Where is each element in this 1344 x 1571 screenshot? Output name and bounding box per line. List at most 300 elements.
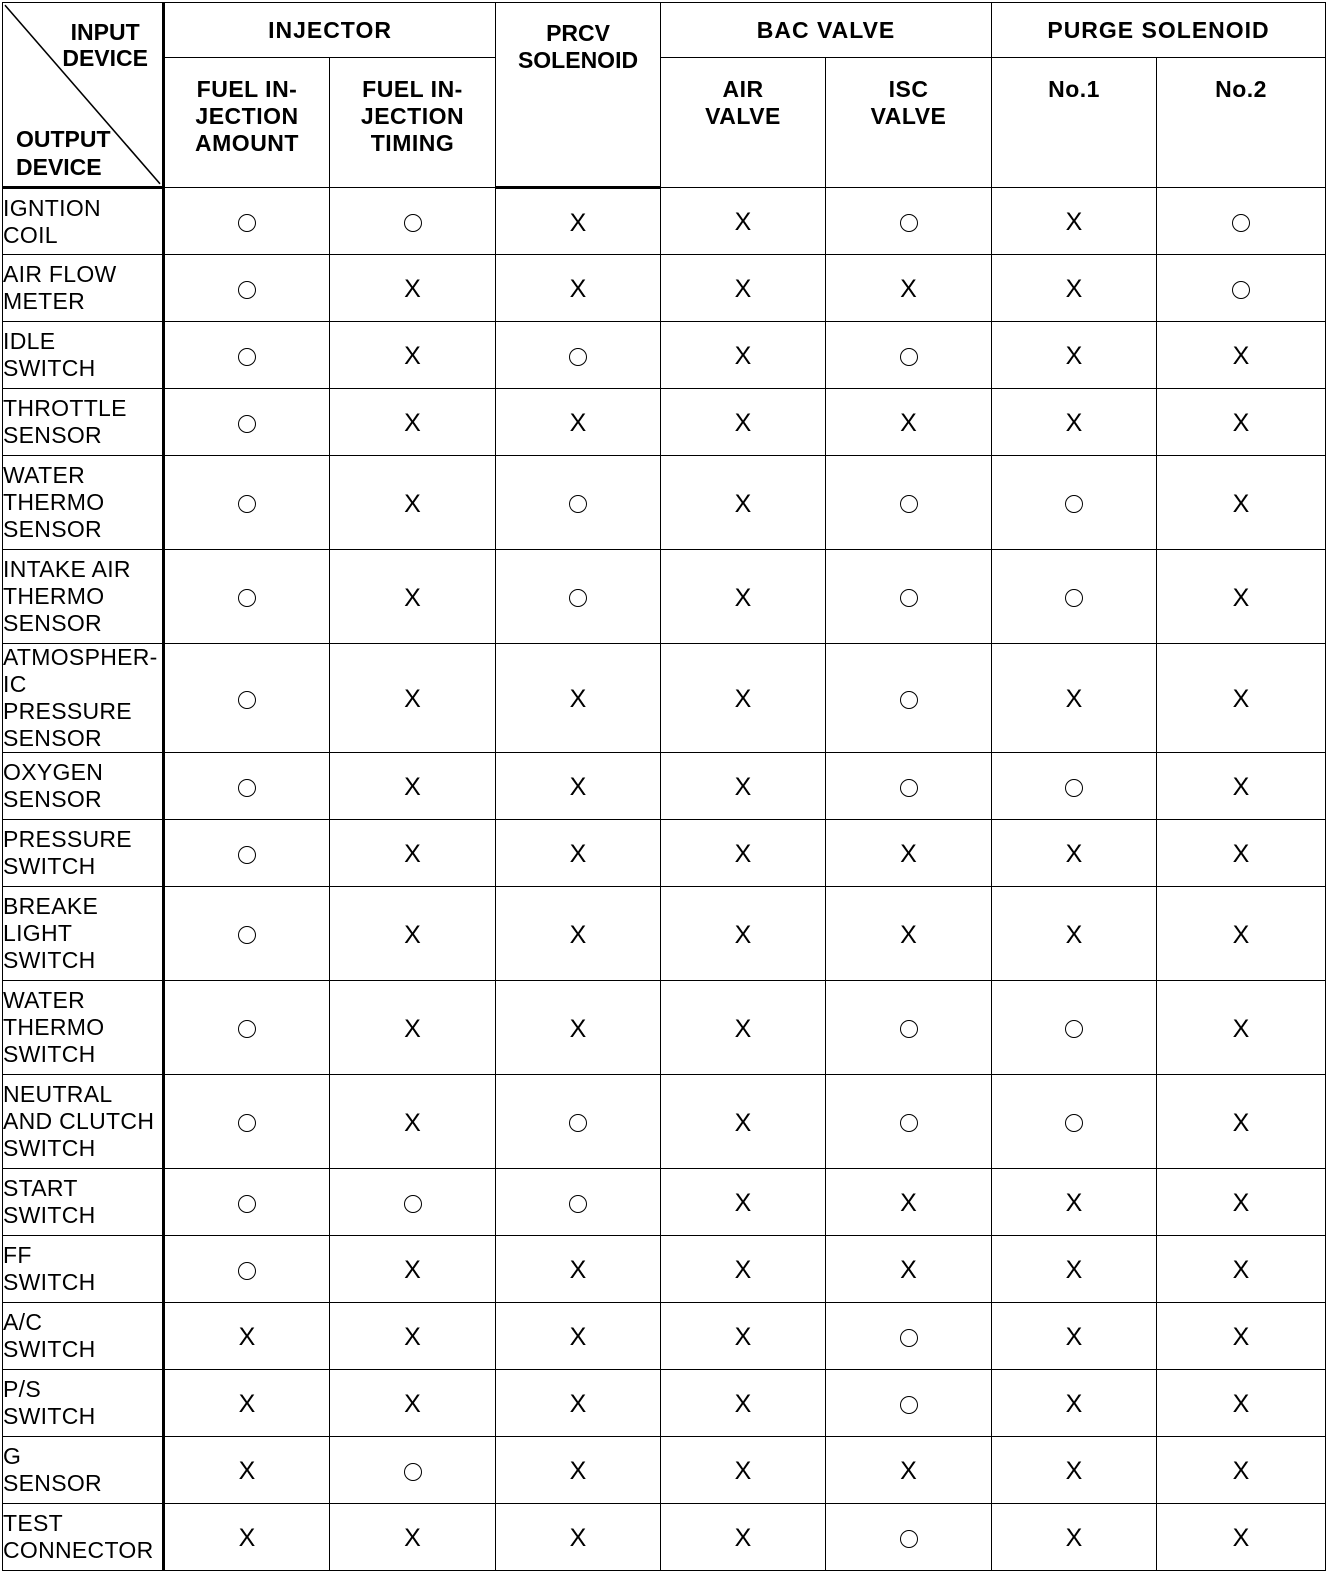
cell-fuel-injection-amount xyxy=(164,550,330,644)
circle-mark-icon xyxy=(900,1329,918,1347)
circle-mark-icon xyxy=(238,214,256,232)
cell-bac-isc-valve xyxy=(826,753,992,820)
x-mark: X xyxy=(404,342,421,371)
circle-mark-icon xyxy=(1065,1114,1083,1132)
x-mark: X xyxy=(1065,1457,1083,1486)
cell-bac-air-valve xyxy=(661,753,826,820)
circle-mark-icon xyxy=(900,1396,918,1414)
cell-fuel-injection-amount xyxy=(164,188,330,255)
cell-fuel-injection-timing xyxy=(330,456,496,550)
x-mark: X xyxy=(569,1390,587,1419)
cell-purge-no2 xyxy=(1157,1504,1326,1571)
x-mark: X xyxy=(404,1390,421,1419)
cell-bac-isc-valve xyxy=(826,255,992,322)
cell-fuel-injection-timing xyxy=(330,550,496,644)
cell-prcv-solenoid xyxy=(496,1504,661,1571)
cell-purge-no2 xyxy=(1157,1236,1326,1303)
cell-bac-isc-valve xyxy=(826,981,992,1075)
output-device-name: IGNTION COIL xyxy=(3,188,164,255)
circle-mark-icon xyxy=(238,348,256,366)
cell-prcv-solenoid xyxy=(496,1437,661,1504)
matrix-body xyxy=(3,188,1326,1571)
x-mark: X xyxy=(404,275,421,304)
circle-mark-icon xyxy=(238,281,256,299)
sub-purge-no1: No.1 xyxy=(992,58,1157,188)
table-row xyxy=(3,322,1326,389)
x-mark: X xyxy=(238,1390,256,1419)
table-row xyxy=(3,1236,1326,1303)
cell-purge-no1 xyxy=(992,753,1157,820)
cell-bac-air-valve xyxy=(661,1303,826,1370)
cell-fuel-injection-amount xyxy=(164,981,330,1075)
cell-purge-no2 xyxy=(1157,1437,1326,1504)
cell-prcv-solenoid xyxy=(496,644,661,753)
cell-fuel-injection-amount xyxy=(164,255,330,322)
cell-fuel-injection-timing xyxy=(330,389,496,456)
circle-mark-icon xyxy=(238,691,256,709)
cell-fuel-injection-amount xyxy=(164,753,330,820)
x-mark: X xyxy=(1232,1390,1250,1419)
cell-purge-no1 xyxy=(992,887,1157,981)
x-mark: X xyxy=(404,1323,421,1352)
cell-fuel-injection-timing xyxy=(330,981,496,1075)
x-mark: X xyxy=(569,1014,587,1043)
cell-bac-air-valve xyxy=(661,389,826,456)
cell-purge-no1 xyxy=(992,981,1157,1075)
x-mark: X xyxy=(1232,1108,1250,1137)
x-mark: X xyxy=(404,1014,421,1043)
cell-bac-air-valve xyxy=(661,644,826,753)
cell-fuel-injection-amount xyxy=(164,1169,330,1236)
circle-mark-icon xyxy=(238,495,256,513)
x-mark: X xyxy=(404,920,421,949)
x-mark: X xyxy=(900,1256,917,1285)
x-mark: X xyxy=(238,1457,256,1486)
cell-purge-no1 xyxy=(992,1236,1157,1303)
cell-bac-isc-valve xyxy=(826,1370,992,1437)
x-mark: X xyxy=(238,1323,256,1352)
circle-mark-icon xyxy=(569,1195,587,1213)
x-mark: X xyxy=(1232,1189,1250,1218)
cell-fuel-injection-timing xyxy=(330,644,496,753)
cell-fuel-injection-timing xyxy=(330,188,496,255)
cell-fuel-injection-amount xyxy=(164,1236,330,1303)
circle-mark-icon xyxy=(238,846,256,864)
cell-bac-air-valve xyxy=(661,1370,826,1437)
x-mark: X xyxy=(569,275,587,304)
cell-prcv-solenoid xyxy=(496,1303,661,1370)
table-row xyxy=(3,1437,1326,1504)
cell-prcv-solenoid xyxy=(496,188,661,255)
x-mark: X xyxy=(734,1323,752,1352)
circle-mark-icon xyxy=(569,495,587,513)
cell-purge-no2 xyxy=(1157,389,1326,456)
cell-bac-air-valve xyxy=(661,1504,826,1571)
x-mark: X xyxy=(1065,1256,1083,1285)
cell-prcv-solenoid xyxy=(496,322,661,389)
x-mark: X xyxy=(1065,685,1083,714)
cell-bac-air-valve xyxy=(661,550,826,644)
table-row xyxy=(3,456,1326,550)
x-mark: X xyxy=(900,1457,917,1486)
output-device-name: G SENSOR xyxy=(3,1437,164,1504)
cell-prcv-solenoid xyxy=(496,1370,661,1437)
cell-bac-air-valve xyxy=(661,322,826,389)
x-mark: X xyxy=(1232,840,1250,869)
cell-bac-isc-valve xyxy=(826,389,992,456)
table-row xyxy=(3,1169,1326,1236)
x-mark: X xyxy=(900,1189,917,1218)
x-mark: X xyxy=(734,583,752,612)
x-mark: X xyxy=(1232,1256,1250,1285)
cell-fuel-injection-timing xyxy=(330,1370,496,1437)
cell-purge-no2 xyxy=(1157,1075,1326,1169)
x-mark: X xyxy=(1232,920,1250,949)
cell-bac-air-valve xyxy=(661,1075,826,1169)
cell-fuel-injection-amount xyxy=(164,456,330,550)
x-mark: X xyxy=(1065,409,1083,438)
cell-fuel-injection-amount xyxy=(164,1504,330,1571)
x-mark: X xyxy=(404,1108,421,1137)
x-mark: X xyxy=(734,1390,752,1419)
output-device-name: P/S SWITCH xyxy=(3,1370,164,1437)
group-bac-valve: BAC VALVE xyxy=(661,3,992,58)
cell-bac-isc-valve xyxy=(826,1504,992,1571)
circle-mark-icon xyxy=(1232,281,1250,299)
cell-prcv-solenoid xyxy=(496,456,661,550)
x-mark: X xyxy=(404,840,421,869)
cell-bac-air-valve xyxy=(661,188,826,255)
cell-prcv-solenoid xyxy=(496,389,661,456)
cell-bac-isc-valve xyxy=(826,644,992,753)
cell-bac-isc-valve xyxy=(826,820,992,887)
circle-mark-icon xyxy=(238,589,256,607)
output-device-name: A/C SWITCH xyxy=(3,1303,164,1370)
cell-purge-no1 xyxy=(992,1437,1157,1504)
cell-purge-no1 xyxy=(992,389,1157,456)
circle-mark-icon xyxy=(404,1195,422,1213)
output-device-name: OXYGEN SENSOR xyxy=(3,753,164,820)
x-mark: X xyxy=(404,409,421,438)
output-device-name: IDLE SWITCH xyxy=(3,322,164,389)
table-row xyxy=(3,1370,1326,1437)
circle-mark-icon xyxy=(900,1114,918,1132)
cell-purge-no2 xyxy=(1157,887,1326,981)
cell-fuel-injection-timing xyxy=(330,820,496,887)
table-row xyxy=(3,389,1326,456)
x-mark: X xyxy=(900,840,917,869)
sub-air-valve: AIR VALVE xyxy=(661,58,826,188)
cell-purge-no1 xyxy=(992,255,1157,322)
x-mark: X xyxy=(569,773,587,802)
cell-purge-no2 xyxy=(1157,1169,1326,1236)
table-row xyxy=(3,1504,1326,1571)
cell-bac-air-valve xyxy=(661,1169,826,1236)
output-device-name: INTAKE AIR THERMO SENSOR xyxy=(3,550,164,644)
x-mark: X xyxy=(1232,1323,1250,1352)
cell-fuel-injection-timing xyxy=(330,1437,496,1504)
x-mark: X xyxy=(1232,342,1250,371)
cell-purge-no1 xyxy=(992,820,1157,887)
cell-purge-no1 xyxy=(992,1169,1157,1236)
output-device-name: BREAKE LIGHT SWITCH xyxy=(3,887,164,981)
cell-prcv-solenoid xyxy=(496,887,661,981)
x-mark: X xyxy=(900,275,917,304)
cell-bac-air-valve xyxy=(661,887,826,981)
cell-bac-isc-valve xyxy=(826,1169,992,1236)
x-mark: X xyxy=(1065,1189,1083,1218)
cell-purge-no1 xyxy=(992,1370,1157,1437)
cell-purge-no1 xyxy=(992,1504,1157,1571)
cell-bac-isc-valve xyxy=(826,1236,992,1303)
cell-prcv-solenoid xyxy=(496,1169,661,1236)
x-mark: X xyxy=(238,1524,256,1553)
input-device-label: INPUT DEVICE xyxy=(62,19,148,71)
cell-bac-isc-valve xyxy=(826,887,992,981)
cell-purge-no2 xyxy=(1157,188,1326,255)
table-row xyxy=(3,550,1326,644)
circle-mark-icon xyxy=(900,779,918,797)
cell-fuel-injection-amount xyxy=(164,820,330,887)
circle-mark-icon xyxy=(900,348,918,366)
cell-fuel-injection-timing xyxy=(330,1504,496,1571)
x-mark: X xyxy=(1065,275,1083,304)
x-mark: X xyxy=(569,1256,587,1285)
x-mark: X xyxy=(734,275,752,304)
cell-fuel-injection-timing xyxy=(330,255,496,322)
cell-prcv-solenoid xyxy=(496,820,661,887)
x-mark: X xyxy=(734,773,752,802)
cell-purge-no2 xyxy=(1157,550,1326,644)
table-row xyxy=(3,1303,1326,1370)
cell-bac-isc-valve xyxy=(826,456,992,550)
cell-prcv-solenoid xyxy=(496,1075,661,1169)
cell-bac-isc-valve xyxy=(826,322,992,389)
x-mark: X xyxy=(734,920,752,949)
x-mark: X xyxy=(734,489,752,518)
cell-purge-no1 xyxy=(992,456,1157,550)
cell-fuel-injection-timing xyxy=(330,1236,496,1303)
x-mark: X xyxy=(1065,1524,1083,1553)
x-mark: X xyxy=(734,1189,752,1218)
cell-purge-no1 xyxy=(992,550,1157,644)
cell-bac-air-valve xyxy=(661,456,826,550)
cell-bac-isc-valve xyxy=(826,1437,992,1504)
table-row xyxy=(3,820,1326,887)
cell-fuel-injection-timing xyxy=(330,1169,496,1236)
x-mark: X xyxy=(1232,409,1250,438)
circle-mark-icon xyxy=(1065,1020,1083,1038)
x-mark: X xyxy=(1065,1323,1083,1352)
cell-fuel-injection-timing xyxy=(330,322,496,389)
x-mark: X xyxy=(404,773,421,802)
cell-fuel-injection-amount xyxy=(164,1437,330,1504)
cell-purge-no2 xyxy=(1157,456,1326,550)
circle-mark-icon xyxy=(569,589,587,607)
x-mark: X xyxy=(569,1524,587,1553)
x-mark: X xyxy=(569,409,587,438)
circle-mark-icon xyxy=(1065,495,1083,513)
circle-mark-icon xyxy=(569,1114,587,1132)
cell-bac-isc-valve xyxy=(826,188,992,255)
cell-bac-air-valve xyxy=(661,1437,826,1504)
circle-mark-icon xyxy=(404,214,422,232)
output-device-name: WATER THERMO SWITCH xyxy=(3,981,164,1075)
x-mark: X xyxy=(734,1014,752,1043)
cell-fuel-injection-amount xyxy=(164,1303,330,1370)
x-mark: X xyxy=(734,208,752,237)
cell-bac-air-valve xyxy=(661,255,826,322)
circle-mark-icon xyxy=(238,415,256,433)
circle-mark-icon xyxy=(238,1262,256,1280)
cell-purge-no2 xyxy=(1157,1370,1326,1437)
output-device-name: TEST CONNECTOR xyxy=(3,1504,164,1571)
x-mark: X xyxy=(734,1457,752,1486)
x-mark: X xyxy=(569,1457,587,1486)
x-mark: X xyxy=(734,409,752,438)
cell-fuel-injection-amount xyxy=(164,887,330,981)
cell-fuel-injection-timing xyxy=(330,1303,496,1370)
table-row xyxy=(3,188,1326,255)
table-row xyxy=(3,255,1326,322)
cell-prcv-solenoid xyxy=(496,550,661,644)
output-device-name: NEUTRAL AND CLUTCH SWITCH xyxy=(3,1075,164,1169)
circle-mark-icon xyxy=(900,495,918,513)
x-mark: X xyxy=(1232,489,1250,518)
circle-mark-icon xyxy=(238,1020,256,1038)
x-mark: X xyxy=(404,1524,421,1553)
output-device-name: PRESSURE SWITCH xyxy=(3,820,164,887)
x-mark: X xyxy=(404,1256,421,1285)
circle-mark-icon xyxy=(900,691,918,709)
cell-purge-no2 xyxy=(1157,322,1326,389)
cell-purge-no2 xyxy=(1157,981,1326,1075)
x-mark: X xyxy=(900,920,917,949)
cell-bac-isc-valve xyxy=(826,1075,992,1169)
cell-fuel-injection-amount xyxy=(164,322,330,389)
cell-fuel-injection-amount xyxy=(164,389,330,456)
x-mark: X xyxy=(734,1524,752,1553)
x-mark: X xyxy=(1065,840,1083,869)
cell-fuel-injection-timing xyxy=(330,1075,496,1169)
table-row xyxy=(3,887,1326,981)
x-mark: X xyxy=(1232,1457,1250,1486)
circle-mark-icon xyxy=(1232,214,1250,232)
x-mark: X xyxy=(900,409,917,438)
x-mark: X xyxy=(1232,1014,1250,1043)
sub-purge-no2: No.2 xyxy=(1157,58,1326,188)
cell-purge-no2 xyxy=(1157,1303,1326,1370)
output-device-name: START SWITCH xyxy=(3,1169,164,1236)
cell-fuel-injection-amount xyxy=(164,1075,330,1169)
circle-mark-icon xyxy=(238,1195,256,1213)
cell-prcv-solenoid xyxy=(496,753,661,820)
cell-purge-no1 xyxy=(992,322,1157,389)
output-device-label: OUTPUT DEVICE xyxy=(16,126,111,180)
cell-purge-no2 xyxy=(1157,820,1326,887)
cell-prcv-solenoid xyxy=(496,981,661,1075)
cell-bac-isc-valve xyxy=(826,550,992,644)
corner-header xyxy=(3,3,164,188)
cell-fuel-injection-timing xyxy=(330,887,496,981)
cell-bac-air-valve xyxy=(661,981,826,1075)
x-mark: X xyxy=(734,342,752,371)
circle-mark-icon xyxy=(238,1114,256,1132)
x-mark: X xyxy=(569,840,587,869)
table-row xyxy=(3,644,1326,753)
cell-purge-no1 xyxy=(992,644,1157,753)
x-mark: X xyxy=(1232,685,1250,714)
circle-mark-icon xyxy=(238,926,256,944)
table-row xyxy=(3,753,1326,820)
x-mark: X xyxy=(1232,773,1250,802)
cell-bac-isc-valve xyxy=(826,1303,992,1370)
x-mark: X xyxy=(1065,1390,1083,1419)
x-mark: X xyxy=(404,685,421,714)
circle-mark-icon xyxy=(900,1530,918,1548)
cell-fuel-injection-amount xyxy=(164,644,330,753)
cell-purge-no2 xyxy=(1157,753,1326,820)
circle-mark-icon xyxy=(1065,589,1083,607)
circle-mark-icon xyxy=(404,1463,422,1481)
cell-bac-air-valve xyxy=(661,820,826,887)
output-device-name: AIR FLOW METER xyxy=(3,255,164,322)
group-prcv-solenoid: PRCV SOLENOID xyxy=(496,3,661,188)
output-device-name: FF SWITCH xyxy=(3,1236,164,1303)
cell-bac-air-valve xyxy=(661,1236,826,1303)
x-mark: X xyxy=(569,1323,587,1352)
x-mark: X xyxy=(404,583,421,612)
x-mark: X xyxy=(569,685,587,714)
input-output-matrix xyxy=(2,2,1326,1571)
circle-mark-icon xyxy=(569,348,587,366)
x-mark: X xyxy=(734,840,752,869)
cell-prcv-solenoid xyxy=(496,1236,661,1303)
x-mark: X xyxy=(734,685,752,714)
output-device-name: WATER THERMO SENSOR xyxy=(3,456,164,550)
group-injector: INJECTOR xyxy=(164,3,496,58)
circle-mark-icon xyxy=(900,1020,918,1038)
cell-fuel-injection-amount xyxy=(164,1370,330,1437)
circle-mark-icon xyxy=(900,214,918,232)
x-mark: X xyxy=(569,920,587,949)
output-device-name: ATMOSPHER- IC PRESSURE SENSOR xyxy=(3,644,164,753)
x-mark: X xyxy=(404,489,421,518)
table-row xyxy=(3,981,1326,1075)
x-mark: X xyxy=(734,1256,752,1285)
x-mark: X xyxy=(1232,1524,1250,1553)
x-mark: X xyxy=(1232,583,1250,612)
cell-purge-no1 xyxy=(992,1075,1157,1169)
x-mark: X xyxy=(1065,342,1083,371)
table-row xyxy=(3,1075,1326,1169)
cell-purge-no1 xyxy=(992,1303,1157,1370)
x-mark: X xyxy=(1065,920,1083,949)
x-mark: X xyxy=(569,208,587,237)
group-purge-solenoid: PURGE SOLENOID xyxy=(992,3,1326,58)
circle-mark-icon xyxy=(238,779,256,797)
cell-fuel-injection-timing xyxy=(330,753,496,820)
x-mark: X xyxy=(1065,208,1083,237)
cell-prcv-solenoid xyxy=(496,255,661,322)
x-mark: X xyxy=(734,1108,752,1137)
circle-mark-icon xyxy=(900,589,918,607)
cell-purge-no2 xyxy=(1157,255,1326,322)
cell-purge-no2 xyxy=(1157,644,1326,753)
circle-mark-icon xyxy=(1065,779,1083,797)
sub-fuel-injection-amount: FUEL IN- JECTION AMOUNT xyxy=(164,58,330,188)
sub-isc-valve: ISC VALVE xyxy=(826,58,992,188)
